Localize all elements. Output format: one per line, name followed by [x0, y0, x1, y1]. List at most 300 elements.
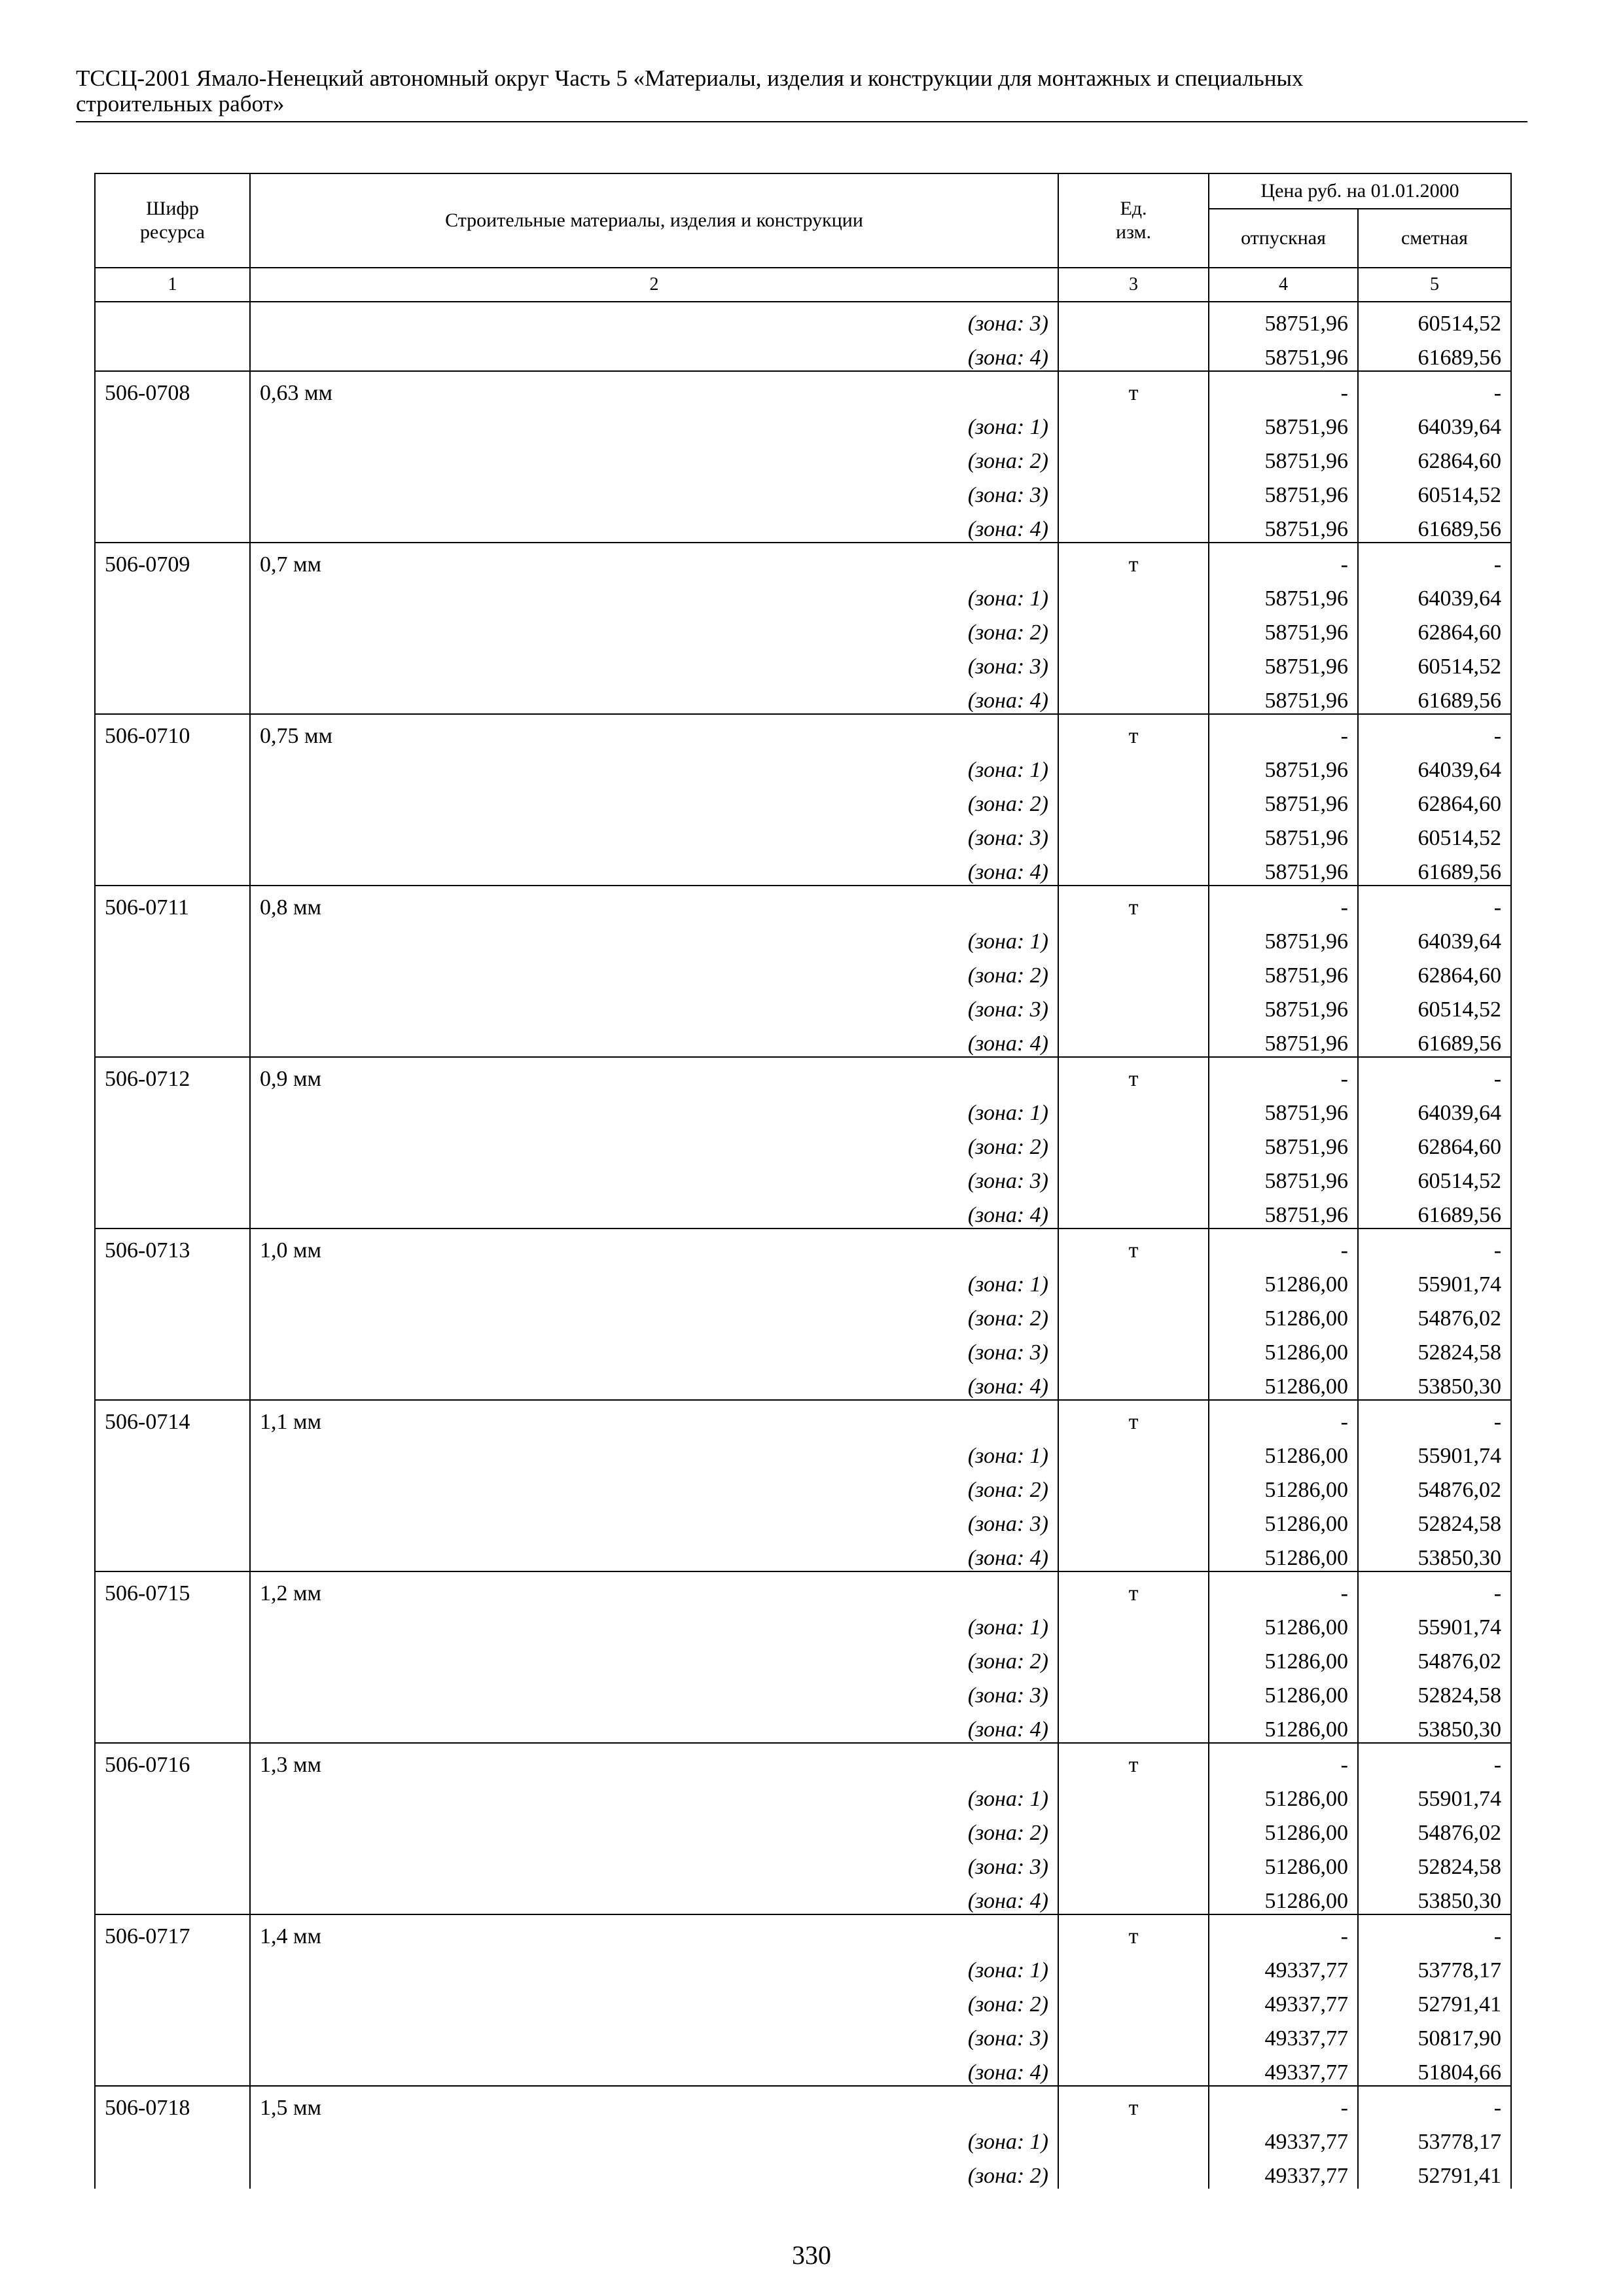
zone-label: (зона: 2)	[250, 1469, 1058, 1503]
resource-code	[95, 679, 250, 714]
release-price: 51286,00	[1209, 1674, 1358, 1708]
zone-row	[95, 406, 1511, 440]
zone-label: (зона: 2)	[250, 1126, 1058, 1160]
release-price: 58751,96	[1209, 749, 1358, 783]
zone-label: (зона: 2)	[250, 1640, 1058, 1674]
resource-code	[95, 2121, 250, 2155]
release-price: -	[1209, 886, 1358, 920]
release-price: 51286,00	[1209, 1263, 1358, 1297]
resource-code	[95, 1983, 250, 2017]
estimate-price: 60514,52	[1358, 645, 1511, 679]
zone-row	[95, 988, 1511, 1022]
resource-code	[95, 474, 250, 508]
release-price: 58751,96	[1209, 954, 1358, 988]
zone-label: (зона: 1)	[250, 749, 1058, 783]
release-price: 49337,77	[1209, 2155, 1358, 2189]
estimate-price: 62864,60	[1358, 611, 1511, 645]
resource-unit: т	[1058, 371, 1209, 406]
resource-code	[95, 1297, 250, 1331]
resource-code: 506-0710	[95, 714, 250, 749]
price-table	[94, 173, 1512, 2189]
release-price: 51286,00	[1209, 1469, 1358, 1503]
release-price: 58751,96	[1209, 1126, 1358, 1160]
resource-code	[95, 611, 250, 645]
estimate-price: 54876,02	[1358, 1297, 1511, 1331]
zone-row	[95, 302, 1511, 336]
estimate-price: 52824,58	[1358, 1846, 1511, 1880]
resource-name: 1,2 мм	[250, 1571, 1058, 1606]
resource-code	[95, 988, 250, 1022]
resource-code	[95, 1126, 250, 1160]
resource-code: 506-0714	[95, 1400, 250, 1435]
estimate-price: -	[1358, 1057, 1511, 1092]
resource-code	[95, 508, 250, 543]
resource-row	[95, 1571, 1511, 1606]
resource-unit	[1058, 679, 1209, 714]
resource-unit: т	[1058, 1400, 1209, 1435]
zone-row	[95, 1812, 1511, 1846]
estimate-price: 54876,02	[1358, 1640, 1511, 1674]
estimate-price: 52824,58	[1358, 1331, 1511, 1365]
release-price: -	[1209, 543, 1358, 577]
release-price: 58751,96	[1209, 783, 1358, 817]
release-price: -	[1209, 714, 1358, 749]
resource-unit: т	[1058, 1057, 1209, 1092]
estimate-price: 52824,58	[1358, 1674, 1511, 1708]
release-price: 58751,96	[1209, 474, 1358, 508]
resource-unit	[1058, 302, 1209, 336]
resource-code	[95, 1880, 250, 1914]
resource-unit	[1058, 2121, 1209, 2155]
zone-label: (зона: 1)	[250, 406, 1058, 440]
zone-label: (зона: 1)	[250, 1949, 1058, 1983]
resource-code	[95, 1778, 250, 1812]
resource-unit	[1058, 817, 1209, 851]
release-price: -	[1209, 1571, 1358, 1606]
zone-label: (зона: 3)	[250, 817, 1058, 851]
resource-unit	[1058, 920, 1209, 954]
zone-label: (зона: 1)	[250, 577, 1058, 611]
estimate-price: 62864,60	[1358, 1126, 1511, 1160]
release-price: 51286,00	[1209, 1812, 1358, 1846]
resource-name: 0,63 мм	[250, 371, 1058, 406]
resource-unit	[1058, 1263, 1209, 1297]
estimate-price: -	[1358, 371, 1511, 406]
zone-label: (зона: 2)	[250, 1812, 1058, 1846]
release-price: 49337,77	[1209, 2051, 1358, 2086]
release-price: 49337,77	[1209, 2017, 1358, 2051]
resource-unit	[1058, 474, 1209, 508]
estimate-price: 62864,60	[1358, 954, 1511, 988]
estimate-price: 64039,64	[1358, 577, 1511, 611]
estimate-price: -	[1358, 1914, 1511, 1949]
zone-row	[95, 508, 1511, 543]
zone-label: (зона: 1)	[250, 1092, 1058, 1126]
column-number-5: 5	[1358, 268, 1511, 302]
release-price: 58751,96	[1209, 440, 1358, 474]
column-number-2: 2	[250, 268, 1058, 302]
release-price: -	[1209, 1057, 1358, 1092]
zone-row	[95, 2121, 1511, 2155]
zone-row	[95, 783, 1511, 817]
resource-unit	[1058, 1983, 1209, 2017]
zone-label: (зона: 4)	[250, 1365, 1058, 1400]
release-price: 58751,96	[1209, 645, 1358, 679]
zone-label: (зона: 4)	[250, 679, 1058, 714]
resource-unit: т	[1058, 1914, 1209, 1949]
zone-label: (зона: 2)	[250, 783, 1058, 817]
estimate-price: -	[1358, 1400, 1511, 1435]
zone-row	[95, 336, 1511, 371]
release-price: 58751,96	[1209, 988, 1358, 1022]
zone-label: (зона: 3)	[250, 1503, 1058, 1537]
resource-unit	[1058, 1126, 1209, 1160]
release-price: 58751,96	[1209, 817, 1358, 851]
resource-unit	[1058, 783, 1209, 817]
zone-row	[95, 920, 1511, 954]
release-price: -	[1209, 1400, 1358, 1435]
resource-unit	[1058, 406, 1209, 440]
resource-code: 506-0712	[95, 1057, 250, 1092]
release-price: 51286,00	[1209, 1537, 1358, 1571]
release-price: 58751,96	[1209, 851, 1358, 886]
zone-label: (зона: 1)	[250, 1263, 1058, 1297]
estimate-price: 60514,52	[1358, 1160, 1511, 1194]
resource-code	[95, 851, 250, 886]
resource-unit	[1058, 508, 1209, 543]
zone-label: (зона: 4)	[250, 508, 1058, 543]
page-number: 330	[792, 2240, 831, 2270]
resource-unit	[1058, 1160, 1209, 1194]
estimate-price: 61689,56	[1358, 1022, 1511, 1057]
release-price: 58751,96	[1209, 577, 1358, 611]
estimate-price: 61689,56	[1358, 508, 1511, 543]
resource-code	[95, 2017, 250, 2051]
estimate-price: 61689,56	[1358, 1194, 1511, 1229]
resource-code	[95, 406, 250, 440]
zone-label: (зона: 1)	[250, 2121, 1058, 2155]
column-number-4: 4	[1209, 268, 1358, 302]
estimate-price: 51804,66	[1358, 2051, 1511, 2086]
zone-label: (зона: 4)	[250, 2051, 1058, 2086]
column-number-1: 1	[95, 268, 250, 302]
zone-label: (зона: 1)	[250, 1778, 1058, 1812]
resource-unit: т	[1058, 1229, 1209, 1263]
estimate-price: 52791,41	[1358, 2155, 1511, 2189]
release-price: 58751,96	[1209, 679, 1358, 714]
zone-row	[95, 1708, 1511, 1743]
estimate-price: 61689,56	[1358, 851, 1511, 886]
estimate-price: 55901,74	[1358, 1435, 1511, 1469]
estimate-price: 55901,74	[1358, 1263, 1511, 1297]
column-header-estimate-price: сметная	[1358, 209, 1511, 268]
estimate-price: 64039,64	[1358, 749, 1511, 783]
column-header-release-price: отпускная	[1209, 209, 1358, 268]
zone-row	[95, 645, 1511, 679]
estimate-price: 54876,02	[1358, 1812, 1511, 1846]
resource-unit	[1058, 2051, 1209, 2086]
release-price: -	[1209, 1914, 1358, 1949]
zone-label: (зона: 3)	[250, 474, 1058, 508]
resource-unit: т	[1058, 714, 1209, 749]
resource-row	[95, 886, 1511, 920]
zone-row	[95, 1022, 1511, 1057]
header-rule	[76, 121, 1527, 122]
zone-label: (зона: 1)	[250, 1606, 1058, 1640]
zone-label: (зона: 4)	[250, 1194, 1058, 1229]
resource-code	[95, 1708, 250, 1743]
resource-code: 506-0711	[95, 886, 250, 920]
zone-label: (зона: 3)	[250, 302, 1058, 336]
zone-row	[95, 2155, 1511, 2189]
resource-unit	[1058, 1778, 1209, 1812]
zone-row	[95, 749, 1511, 783]
resource-unit	[1058, 749, 1209, 783]
estimate-price: 60514,52	[1358, 302, 1511, 336]
resource-unit	[1058, 1022, 1209, 1057]
release-price: 51286,00	[1209, 1846, 1358, 1880]
resource-unit	[1058, 2155, 1209, 2189]
zone-label: (зона: 4)	[250, 1708, 1058, 1743]
resource-unit	[1058, 1435, 1209, 1469]
estimate-price: 64039,64	[1358, 920, 1511, 954]
column-header-code: Шифр ресурса	[95, 173, 250, 268]
release-price: 58751,96	[1209, 336, 1358, 371]
resource-unit	[1058, 1949, 1209, 1983]
resource-name: 1,5 мм	[250, 2086, 1058, 2121]
release-price: 58751,96	[1209, 508, 1358, 543]
price-table-header	[95, 173, 1511, 302]
resource-code	[95, 1469, 250, 1503]
zone-row	[95, 954, 1511, 988]
estimate-price: -	[1358, 1229, 1511, 1263]
estimate-price: 64039,64	[1358, 1092, 1511, 1126]
resource-name: 1,3 мм	[250, 1743, 1058, 1778]
release-price: -	[1209, 371, 1358, 406]
document-header	[76, 65, 1529, 117]
zone-label: (зона: 3)	[250, 645, 1058, 679]
resource-unit	[1058, 1297, 1209, 1331]
resource-code	[95, 1812, 250, 1846]
estimate-price: 55901,74	[1358, 1778, 1511, 1812]
resource-unit	[1058, 577, 1209, 611]
zone-label: (зона: 4)	[250, 1022, 1058, 1057]
zone-row	[95, 440, 1511, 474]
resource-code	[95, 1194, 250, 1229]
resource-code	[95, 1263, 250, 1297]
estimate-price: 60514,52	[1358, 988, 1511, 1022]
resource-row	[95, 1743, 1511, 1778]
zone-row	[95, 1435, 1511, 1469]
resource-code	[95, 577, 250, 611]
resource-code: 506-0716	[95, 1743, 250, 1778]
zone-label: (зона: 2)	[250, 1297, 1058, 1331]
resource-code	[95, 783, 250, 817]
estimate-price: 60514,52	[1358, 474, 1511, 508]
zone-label: (зона: 1)	[250, 920, 1058, 954]
zone-row	[95, 1880, 1511, 1914]
estimate-price: -	[1358, 886, 1511, 920]
resource-code: 506-0718	[95, 2086, 250, 2121]
zone-row	[95, 1469, 1511, 1503]
estimate-price: -	[1358, 1571, 1511, 1606]
resource-code	[95, 1503, 250, 1537]
zone-row	[95, 1160, 1511, 1194]
zone-row	[95, 1194, 1511, 1229]
estimate-price: 50817,90	[1358, 2017, 1511, 2051]
estimate-price: -	[1358, 1743, 1511, 1778]
zone-label: (зона: 1)	[250, 1435, 1058, 1469]
resource-name: 0,8 мм	[250, 886, 1058, 920]
resource-unit	[1058, 1606, 1209, 1640]
estimate-price: 61689,56	[1358, 679, 1511, 714]
zone-row	[95, 1778, 1511, 1812]
resource-unit	[1058, 336, 1209, 371]
resource-row	[95, 1229, 1511, 1263]
zone-row	[95, 1331, 1511, 1365]
resource-unit	[1058, 645, 1209, 679]
zone-label: (зона: 2)	[250, 611, 1058, 645]
zone-row	[95, 1949, 1511, 1983]
resource-name: 1,4 мм	[250, 1914, 1058, 1949]
zone-label: (зона: 3)	[250, 1674, 1058, 1708]
release-price: 58751,96	[1209, 1194, 1358, 1229]
zone-row	[95, 1640, 1511, 1674]
resource-code	[95, 749, 250, 783]
release-price: 51286,00	[1209, 1365, 1358, 1400]
resource-code: 506-0709	[95, 543, 250, 577]
resource-code	[95, 440, 250, 474]
column-header-name: Строительные материалы, изделия и конструкции	[250, 173, 1058, 268]
estimate-price: 54876,02	[1358, 1469, 1511, 1503]
estimate-price: -	[1358, 543, 1511, 577]
column-header-price: Цена руб. на 01.01.2000	[1209, 173, 1511, 209]
estimate-price: 60514,52	[1358, 817, 1511, 851]
zone-label: (зона: 2)	[250, 1983, 1058, 2017]
release-price: 49337,77	[1209, 1949, 1358, 1983]
zone-label: (зона: 3)	[250, 1331, 1058, 1365]
release-price: 58751,96	[1209, 1022, 1358, 1057]
estimate-price: 52791,41	[1358, 1983, 1511, 2017]
resource-row	[95, 2086, 1511, 2121]
column-number-3: 3	[1058, 268, 1209, 302]
resource-code	[95, 1846, 250, 1880]
release-price: 51286,00	[1209, 1708, 1358, 1743]
resource-unit	[1058, 1537, 1209, 1571]
resource-code	[95, 2051, 250, 2086]
zone-row	[95, 577, 1511, 611]
resource-unit	[1058, 611, 1209, 645]
resource-row	[95, 1057, 1511, 1092]
zone-label: (зона: 3)	[250, 1160, 1058, 1194]
release-price: 51286,00	[1209, 1435, 1358, 1469]
estimate-price: 62864,60	[1358, 440, 1511, 474]
release-price: -	[1209, 2086, 1358, 2121]
release-price: -	[1209, 1229, 1358, 1263]
estimate-price: 53850,30	[1358, 1537, 1511, 1571]
zone-row	[95, 474, 1511, 508]
resource-row	[95, 543, 1511, 577]
zone-row	[95, 1297, 1511, 1331]
release-price: 49337,77	[1209, 2121, 1358, 2155]
release-price: 49337,77	[1209, 1983, 1358, 2017]
resource-code	[95, 1537, 250, 1571]
resource-unit	[1058, 1503, 1209, 1537]
zone-label: (зона: 2)	[250, 440, 1058, 474]
zone-label: (зона: 2)	[250, 954, 1058, 988]
resource-code	[95, 1435, 250, 1469]
header-title-line-2: строительных работ»	[76, 91, 285, 117]
resource-code	[95, 302, 250, 336]
zone-row	[95, 1092, 1511, 1126]
estimate-price: 53850,30	[1358, 1708, 1511, 1743]
resource-unit	[1058, 1194, 1209, 1229]
resource-code: 506-0715	[95, 1571, 250, 1606]
resource-unit	[1058, 1365, 1209, 1400]
zone-row	[95, 611, 1511, 645]
release-price: 51286,00	[1209, 1778, 1358, 1812]
zone-label: (зона: 4)	[250, 1880, 1058, 1914]
estimate-price: -	[1358, 2086, 1511, 2121]
resource-code	[95, 920, 250, 954]
resource-name: 0,75 мм	[250, 714, 1058, 749]
price-table-body	[95, 302, 1511, 2189]
estimate-price: 53850,30	[1358, 1365, 1511, 1400]
resource-unit	[1058, 1812, 1209, 1846]
resource-unit	[1058, 2017, 1209, 2051]
resource-unit	[1058, 954, 1209, 988]
resource-code	[95, 645, 250, 679]
resource-unit: т	[1058, 1571, 1209, 1606]
zone-label: (зона: 4)	[250, 1537, 1058, 1571]
estimate-price: 55901,74	[1358, 1606, 1511, 1640]
zone-label: (зона: 3)	[250, 1846, 1058, 1880]
release-price: 51286,00	[1209, 1297, 1358, 1331]
resource-code	[95, 1022, 250, 1057]
resource-name: 0,9 мм	[250, 1057, 1058, 1092]
resource-unit	[1058, 1708, 1209, 1743]
estimate-price: 61689,56	[1358, 336, 1511, 371]
estimate-price: 53850,30	[1358, 1880, 1511, 1914]
resource-unit: т	[1058, 543, 1209, 577]
resource-unit	[1058, 851, 1209, 886]
release-price: 58751,96	[1209, 1160, 1358, 1194]
resource-row	[95, 714, 1511, 749]
zone-row	[95, 1846, 1511, 1880]
release-price: -	[1209, 1743, 1358, 1778]
resource-code	[95, 817, 250, 851]
resource-code	[95, 1640, 250, 1674]
column-header-unit: Ед. изм.	[1058, 173, 1209, 268]
resource-code	[95, 954, 250, 988]
resource-code	[95, 336, 250, 371]
zone-row	[95, 1537, 1511, 1571]
zone-row	[95, 679, 1511, 714]
zone-row	[95, 1365, 1511, 1400]
zone-label: (зона: 4)	[250, 336, 1058, 371]
zone-row	[95, 1983, 1511, 2017]
resource-unit	[1058, 1331, 1209, 1365]
release-price: 58751,96	[1209, 406, 1358, 440]
resource-code	[95, 1949, 250, 1983]
zone-label: (зона: 3)	[250, 988, 1058, 1022]
resource-code	[95, 1674, 250, 1708]
release-price: 51286,00	[1209, 1606, 1358, 1640]
release-price: 51286,00	[1209, 1640, 1358, 1674]
resource-unit: т	[1058, 886, 1209, 920]
resource-unit	[1058, 1092, 1209, 1126]
release-price: 51286,00	[1209, 1503, 1358, 1537]
